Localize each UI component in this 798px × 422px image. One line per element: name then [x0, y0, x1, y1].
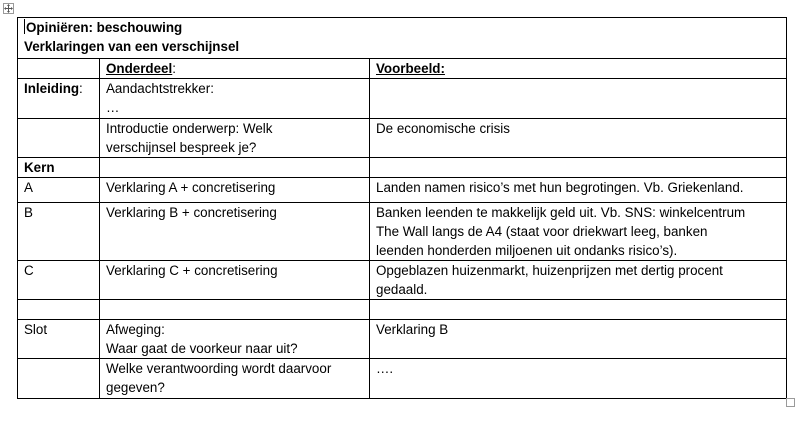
- cell-kern-onderdeel[interactable]: [100, 158, 370, 178]
- table-row-empty: [18, 300, 787, 320]
- cell-kern-voorbeeld[interactable]: [370, 158, 787, 178]
- cell-verantwoording-label[interactable]: [18, 359, 100, 399]
- title-cell[interactable]: [18, 18, 787, 59]
- document-table: [17, 17, 787, 399]
- table-row-slot: [18, 320, 787, 359]
- header-cell-empty[interactable]: [18, 59, 100, 79]
- table-row-introductie: [18, 119, 787, 158]
- cell-b-voorbeeld[interactable]: Banken leenden te makkelijk geld uit. Vb. SNS: winkelcentrum The Wall langs de A4 (staat voor driekwart leeg, banken leenden honderden miljoenen uit ondanks risico’s).: [370, 203, 787, 261]
- table-row-verantwoording: [18, 359, 787, 399]
- cell-introductie-voorbeeld[interactable]: De economische crisis: [370, 119, 787, 158]
- cell-b-label[interactable]: B: [18, 203, 100, 261]
- table-move-handle-icon[interactable]: [3, 3, 14, 14]
- cell-empty-label[interactable]: [18, 300, 100, 320]
- cell-empty-voorbeeld[interactable]: [370, 300, 787, 320]
- header-cell-voorbeeld[interactable]: Voorbeeld:: [370, 59, 787, 79]
- cell-inleiding-label[interactable]: Inleiding:: [18, 79, 100, 119]
- cell-empty-onderdeel[interactable]: [100, 300, 370, 320]
- table-row-b: [18, 203, 787, 261]
- table-resize-handle[interactable]: [786, 398, 795, 407]
- cell-kern-label[interactable]: Kern: [18, 158, 100, 178]
- cell-a-onderdeel[interactable]: Verklaring A + concretisering: [100, 178, 370, 203]
- cell-slot-voorbeeld[interactable]: Verklaring B: [370, 320, 787, 359]
- table-row-inleiding: [18, 79, 787, 119]
- table-row-title: [18, 18, 787, 59]
- cell-inleiding-onderdeel[interactable]: Aandachtstrekker: …: [100, 79, 370, 119]
- cell-slot-label[interactable]: Slot: [18, 320, 100, 359]
- title-line-1: Opiniëren: beschouwing: [26, 20, 183, 35]
- text-cursor: [24, 19, 25, 34]
- cell-c-onderdeel[interactable]: Verklaring C + concretisering: [100, 261, 370, 300]
- cell-inleiding-voorbeeld[interactable]: [370, 79, 787, 119]
- cell-a-voorbeeld[interactable]: Landen namen risico’s met hun begrotingen. Vb. Griekenland.: [370, 178, 787, 203]
- title-line-2: Verklaringen van een verschijnsel: [24, 39, 240, 54]
- cell-c-label[interactable]: C: [18, 261, 100, 300]
- cell-verantwoording-onderdeel[interactable]: Welke verantwoording wordt daarvoor gegeven?: [100, 359, 370, 399]
- cell-introductie-onderdeel[interactable]: Introductie onderwerp: Welk verschijnsel bespreek je?: [100, 119, 370, 158]
- table-row-kern: [18, 158, 787, 178]
- cell-slot-onderdeel[interactable]: Afweging: Waar gaat de voorkeur naar uit?: [100, 320, 370, 359]
- header-cell-onderdeel[interactable]: Onderdeel:: [100, 59, 370, 79]
- cell-b-onderdeel[interactable]: Verklaring B + concretisering: [100, 203, 370, 261]
- cell-introductie-label[interactable]: [18, 119, 100, 158]
- table-row-header: [18, 59, 787, 79]
- table-row-a: [18, 178, 787, 203]
- cell-a-label[interactable]: A: [18, 178, 100, 203]
- table-row-c: [18, 261, 787, 300]
- cell-verantwoording-voorbeeld[interactable]: ….: [370, 359, 787, 399]
- cell-c-voorbeeld[interactable]: Opgeblazen huizenmarkt, huizenprijzen met dertig procent gedaald.: [370, 261, 787, 300]
